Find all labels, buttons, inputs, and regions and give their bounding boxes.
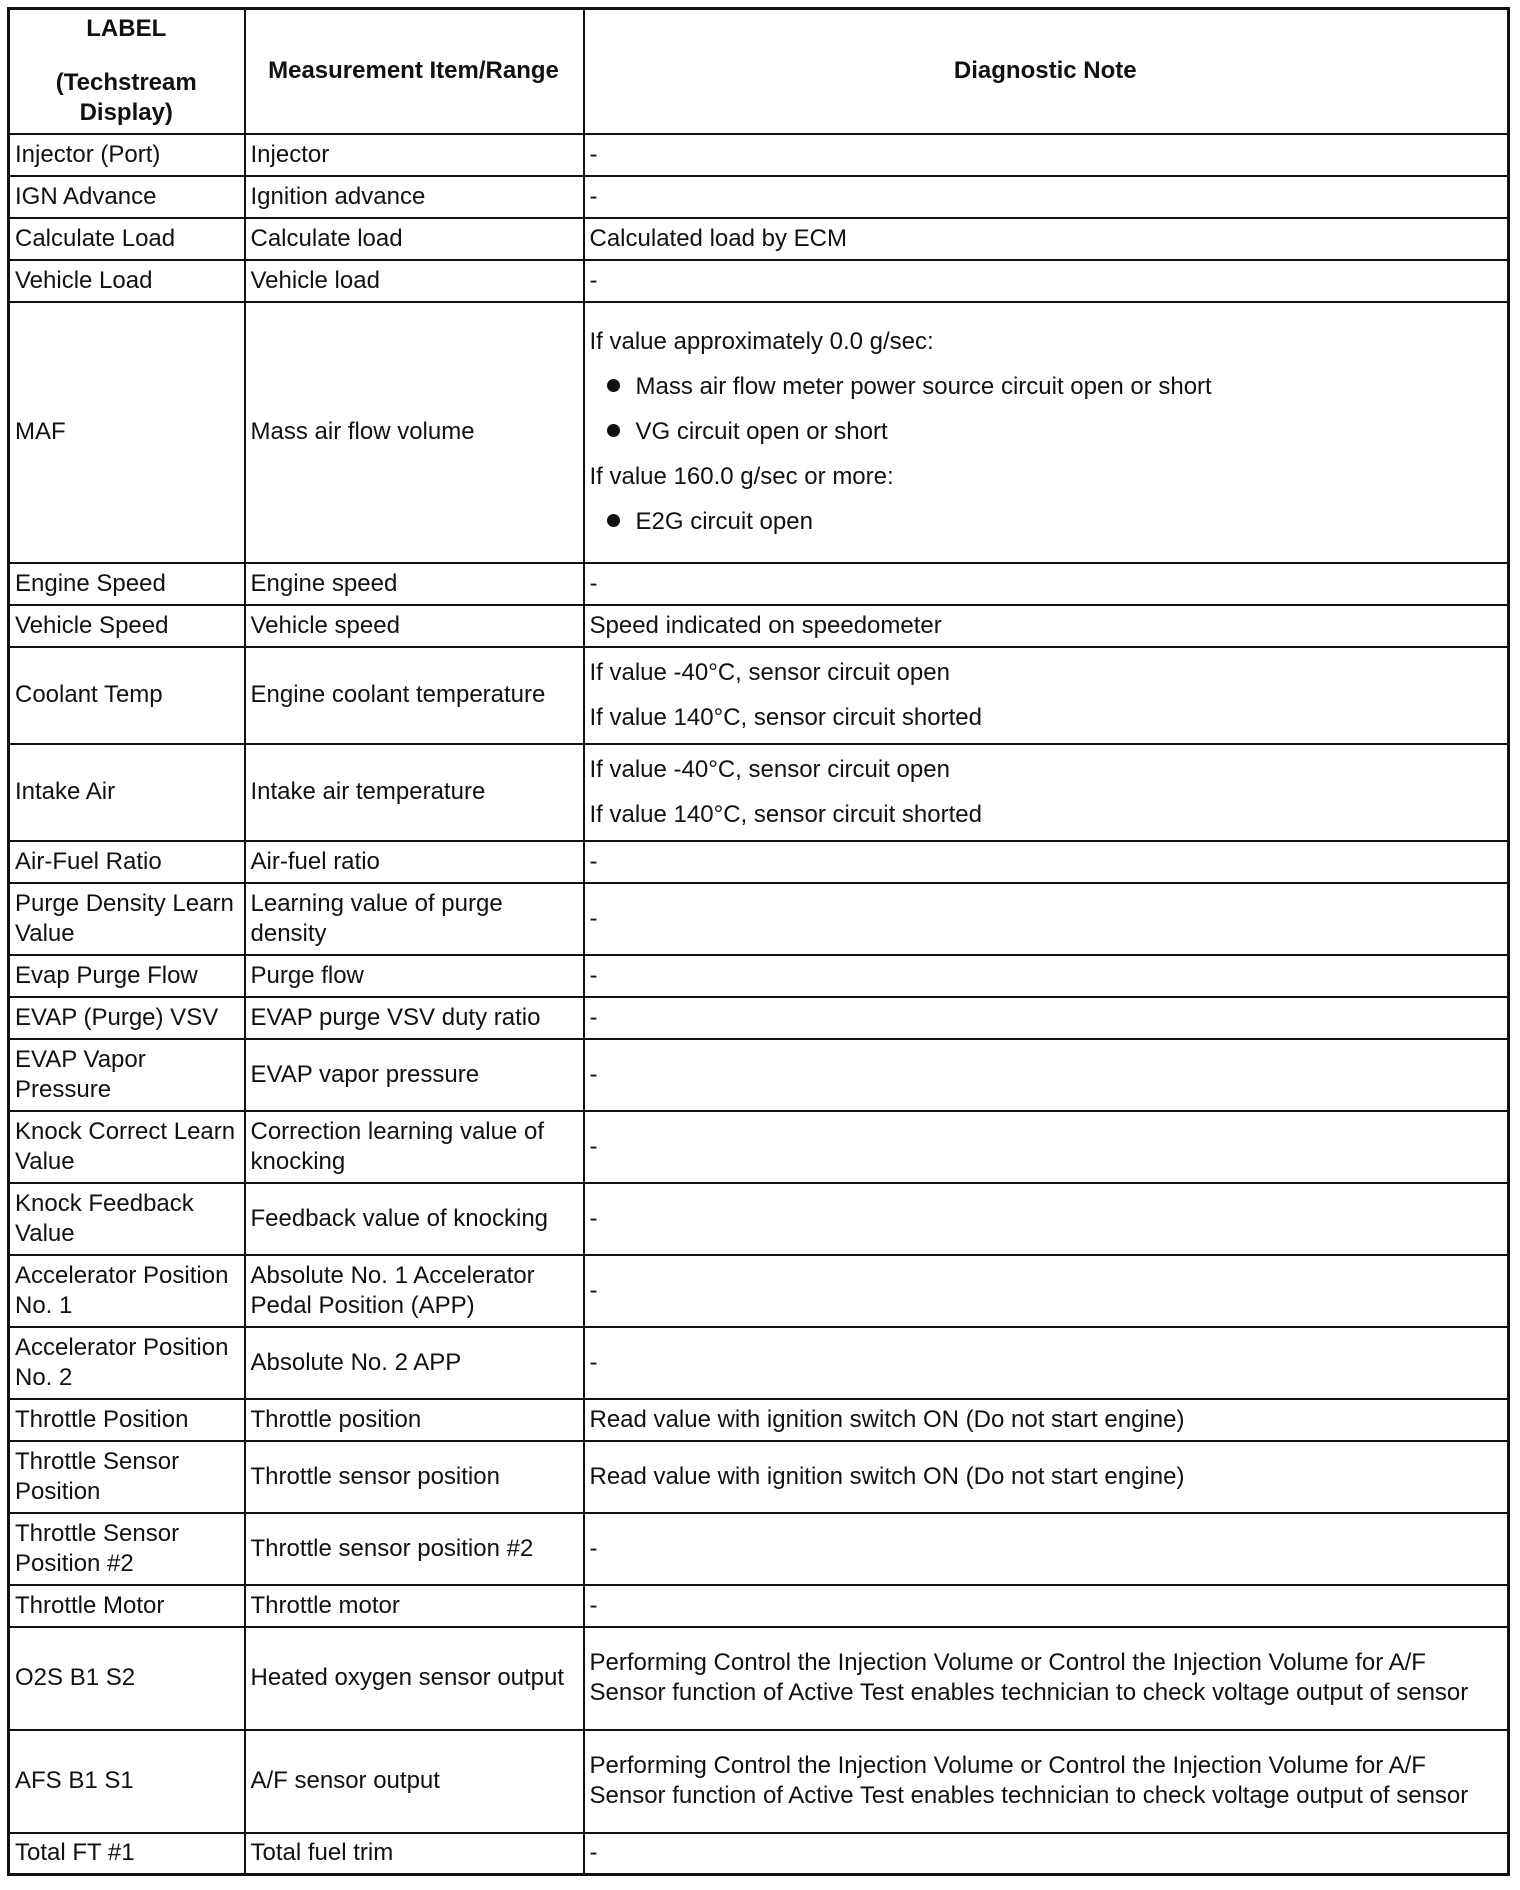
note-line	[590, 703, 1502, 733]
cell-diagnostic-note	[584, 302, 1509, 563]
table-row	[9, 563, 1509, 605]
table-row	[9, 883, 1509, 955]
cell-diagnostic-note: -	[584, 997, 1509, 1039]
cell-measurement-item: Purge flow	[245, 955, 584, 997]
cell-diagnostic-note: -	[584, 1585, 1509, 1627]
note-line	[590, 658, 1502, 688]
table-row	[9, 218, 1509, 260]
note-text: If value -40°C, sensor circuit open	[589, 658, 950, 686]
cell-measurement-item: Throttle motor	[245, 1585, 584, 1627]
cell-measurement-item: Calculate load	[245, 218, 584, 260]
cell-label: Air-Fuel Ratio	[9, 841, 245, 883]
cell-diagnostic-note	[584, 647, 1509, 744]
cell-label: MAF	[9, 302, 245, 563]
cell-measurement-item: Total fuel trim	[245, 1833, 584, 1875]
cell-measurement-item: Intake air temperature	[245, 744, 584, 841]
cell-diagnostic-note: Performing Control the Injection Volume or Control the Injection Volume for A/F Sensor function of Active Test enables technician to check voltage output of sensor	[584, 1627, 1509, 1730]
cell-diagnostic-note: -	[584, 955, 1509, 997]
table-row	[9, 1513, 1509, 1585]
cell-diagnostic-note: -	[584, 1327, 1509, 1399]
cell-diagnostic-note: -	[584, 1183, 1509, 1255]
cell-label: Vehicle Speed	[9, 605, 245, 647]
note-text: If value approximately 0.0 g/sec:	[589, 328, 934, 355]
cell-diagnostic-note: -	[584, 260, 1509, 302]
note-line	[590, 800, 1502, 830]
cell-measurement-item: Air-fuel ratio	[245, 841, 584, 883]
header-label-line3: Display)	[79, 99, 173, 127]
table-row	[9, 1730, 1509, 1833]
note-bullet-item	[590, 417, 1502, 447]
cell-diagnostic-note: -	[584, 176, 1509, 218]
note-text: If value 160.0 g/sec or more:	[589, 463, 894, 490]
cell-label: AFS B1 S1	[9, 1730, 245, 1833]
table-row	[9, 1039, 1509, 1111]
table-row	[9, 1627, 1509, 1730]
cell-measurement-item: Absolute No. 2 APP	[245, 1327, 584, 1399]
bullet-dot-icon	[607, 379, 620, 392]
cell-diagnostic-note: -	[584, 1513, 1509, 1585]
header-label-line2: (Techstream	[55, 69, 197, 97]
cell-label: Purge Density Learn Value	[9, 883, 245, 955]
data-list-table	[7, 7, 1510, 1876]
cell-diagnostic-note: -	[584, 841, 1509, 883]
cell-diagnostic-note: Performing Control the Injection Volume or Control the Injection Volume for A/F Sensor function of Active Test enables technician to check voltage output of sensor	[584, 1730, 1509, 1833]
header-label	[9, 9, 245, 134]
cell-measurement-item: Learning value of purge density	[245, 883, 584, 955]
cell-diagnostic-note: Read value with ignition switch ON (Do not start engine)	[584, 1441, 1509, 1513]
table-row	[9, 302, 1509, 563]
cell-label: Throttle Sensor Position	[9, 1441, 245, 1513]
table-row	[9, 134, 1509, 176]
header-row	[9, 9, 1509, 134]
table-row	[9, 1255, 1509, 1327]
table-row	[9, 1111, 1509, 1183]
table-row	[9, 1327, 1509, 1399]
table-row	[9, 1833, 1509, 1875]
cell-label: O2S B1 S2	[9, 1627, 245, 1730]
note-text: Mass air flow meter power source circuit open or short	[635, 373, 1212, 400]
cell-measurement-item: Throttle sensor position #2	[245, 1513, 584, 1585]
bullet-dot-icon	[607, 514, 620, 527]
cell-label: Knock Correct Learn Value	[9, 1111, 245, 1183]
cell-measurement-item: EVAP vapor pressure	[245, 1039, 584, 1111]
cell-label: Engine Speed	[9, 563, 245, 605]
cell-label: Accelerator Position No. 2	[9, 1327, 245, 1399]
cell-label: Calculate Load	[9, 218, 245, 260]
header-label-line1: LABEL	[86, 15, 167, 43]
cell-measurement-item: Feedback value of knocking	[245, 1183, 584, 1255]
cell-diagnostic-note: -	[584, 1111, 1509, 1183]
note-bullet-item	[590, 507, 1502, 537]
note-line	[590, 327, 1502, 357]
cell-label: EVAP (Purge) VSV	[9, 997, 245, 1039]
table-row	[9, 997, 1509, 1039]
note-text: VG circuit open or short	[635, 418, 888, 445]
cell-measurement-item: Mass air flow volume	[245, 302, 584, 563]
note-text: If value 140°C, sensor circuit shorted	[589, 703, 982, 731]
cell-measurement-item: Vehicle speed	[245, 605, 584, 647]
cell-label: Vehicle Load	[9, 260, 245, 302]
cell-diagnostic-note: Read value with ignition switch ON (Do not start engine)	[584, 1399, 1509, 1441]
cell-label: Total FT #1	[9, 1833, 245, 1875]
cell-measurement-item: Correction learning value of knocking	[245, 1111, 584, 1183]
cell-label: IGN Advance	[9, 176, 245, 218]
cell-measurement-item: Ignition advance	[245, 176, 584, 218]
table-row	[9, 647, 1509, 744]
cell-diagnostic-note: -	[584, 1039, 1509, 1111]
cell-measurement-item: Heated oxygen sensor output	[245, 1627, 584, 1730]
cell-diagnostic-note	[584, 744, 1509, 841]
cell-label: Throttle Motor	[9, 1585, 245, 1627]
cell-label: EVAP Vapor Pressure	[9, 1039, 245, 1111]
note-line	[590, 755, 1502, 785]
cell-diagnostic-note: -	[584, 1833, 1509, 1875]
table-row	[9, 955, 1509, 997]
cell-label: Evap Purge Flow	[9, 955, 245, 997]
cell-label: Accelerator Position No. 1	[9, 1255, 245, 1327]
table-row	[9, 1183, 1509, 1255]
table-row	[9, 1399, 1509, 1441]
cell-measurement-item: Engine speed	[245, 563, 584, 605]
table-row	[9, 1441, 1509, 1513]
cell-measurement-item: Vehicle load	[245, 260, 584, 302]
table-row	[9, 841, 1509, 883]
note-bullet-item	[590, 372, 1502, 402]
note-text: If value -40°C, sensor circuit open	[589, 755, 950, 783]
cell-measurement-item: EVAP purge VSV duty ratio	[245, 997, 584, 1039]
bullet-dot-icon	[607, 424, 620, 437]
cell-label: Throttle Position	[9, 1399, 245, 1441]
cell-measurement-item: Engine coolant temperature	[245, 647, 584, 744]
table-row	[9, 260, 1509, 302]
cell-label: Throttle Sensor Position #2	[9, 1513, 245, 1585]
cell-measurement-item: A/F sensor output	[245, 1730, 584, 1833]
cell-label: Injector (Port)	[9, 134, 245, 176]
note-text: E2G circuit open	[635, 508, 813, 535]
table-row	[9, 1585, 1509, 1627]
table-row	[9, 605, 1509, 647]
table-row	[9, 744, 1509, 841]
cell-measurement-item: Throttle sensor position	[245, 1441, 584, 1513]
cell-diagnostic-note: Calculated load by ECM	[584, 218, 1509, 260]
cell-diagnostic-note: -	[584, 134, 1509, 176]
cell-label: Coolant Temp	[9, 647, 245, 744]
cell-diagnostic-note: -	[584, 563, 1509, 605]
cell-measurement-item: Injector	[245, 134, 584, 176]
note-text: If value 140°C, sensor circuit shorted	[589, 800, 982, 828]
header-note: Diagnostic Note	[584, 9, 1509, 134]
cell-measurement-item: Throttle position	[245, 1399, 584, 1441]
cell-diagnostic-note: -	[584, 883, 1509, 955]
cell-diagnostic-note: -	[584, 1255, 1509, 1327]
cell-diagnostic-note: Speed indicated on speedometer	[584, 605, 1509, 647]
cell-measurement-item: Absolute No. 1 Accelerator Pedal Position (APP)	[245, 1255, 584, 1327]
table-row	[9, 176, 1509, 218]
cell-label: Intake Air	[9, 744, 245, 841]
note-line	[590, 462, 1502, 492]
header-measurement: Measurement Item/Range	[245, 9, 584, 134]
cell-label: Knock Feedback Value	[9, 1183, 245, 1255]
